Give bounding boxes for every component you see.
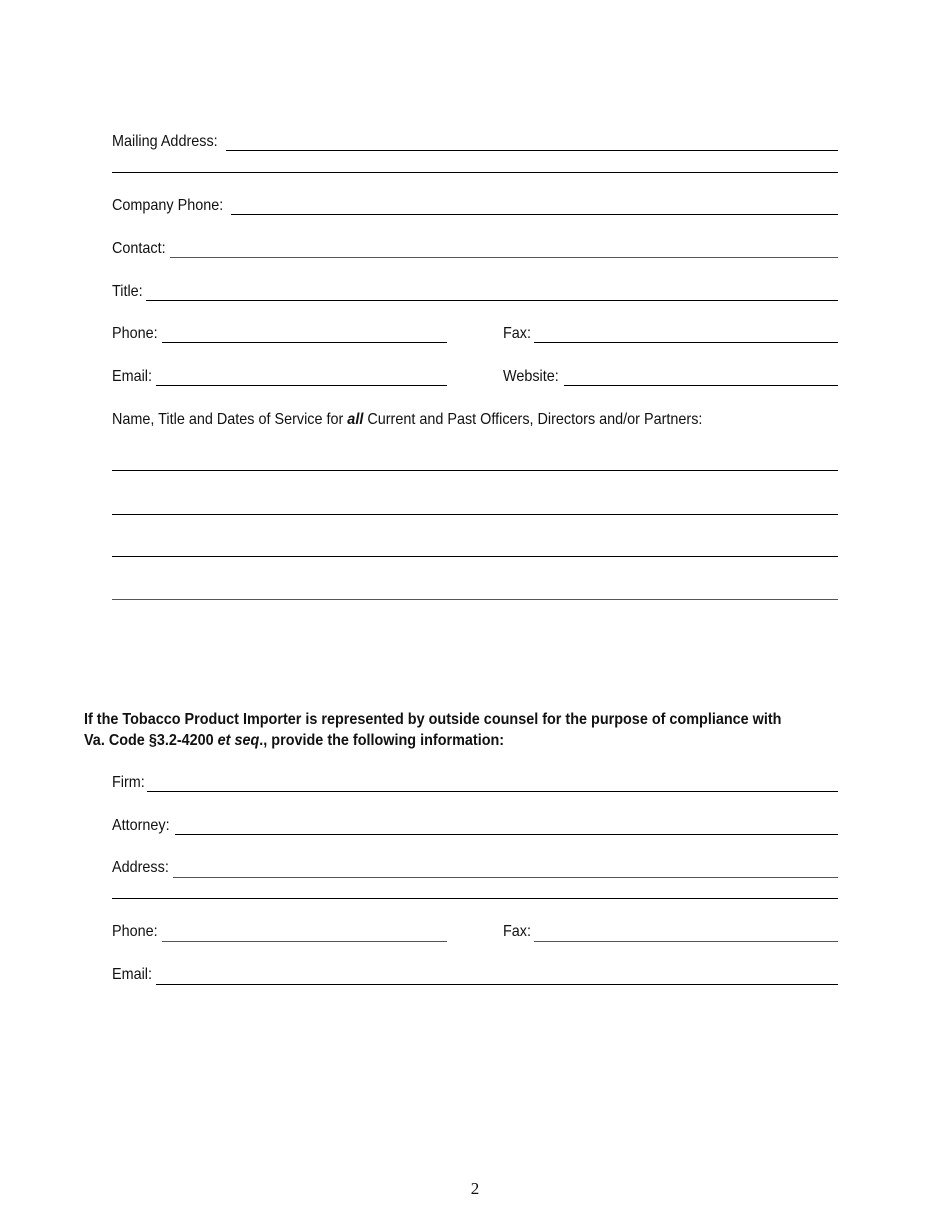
counsel-address-field[interactable] xyxy=(173,877,838,878)
firm-label: Firm: xyxy=(112,774,145,791)
email-label: Email: xyxy=(112,368,153,385)
title-label: Title: xyxy=(112,283,143,300)
company-phone-field[interactable] xyxy=(231,214,838,215)
phone-field[interactable] xyxy=(162,342,447,343)
officers-line-2[interactable] xyxy=(112,514,838,515)
counsel-phone-label: Phone: xyxy=(112,923,158,940)
contact-field[interactable] xyxy=(170,257,838,258)
officers-instruction: Name, Title and Dates of Service for all Current and Past Officers, Directors and/or Partners: xyxy=(112,411,703,428)
fax-field[interactable] xyxy=(534,342,838,343)
counsel-fax-field[interactable] xyxy=(534,941,838,942)
counsel-address-field-line2[interactable] xyxy=(112,898,838,899)
officers-line-3[interactable] xyxy=(112,556,838,557)
firm-field[interactable] xyxy=(147,791,838,792)
contact-label: Contact: xyxy=(112,240,166,257)
officers-line-4[interactable] xyxy=(112,599,838,600)
counsel-phone-field[interactable] xyxy=(162,941,447,942)
mailing-address-field-line2[interactable] xyxy=(112,172,838,173)
attorney-label: Attorney: xyxy=(112,817,170,834)
attorney-field[interactable] xyxy=(175,834,838,835)
mailing-address-field[interactable] xyxy=(226,150,838,151)
website-field[interactable] xyxy=(564,385,838,386)
counsel-heading-line1: If the Tobacco Product Importer is represented by outside counsel for the purpose of compliance with xyxy=(84,711,782,728)
email-field[interactable] xyxy=(156,385,447,386)
counsel-fax-label: Fax: xyxy=(503,923,532,940)
counsel-email-field[interactable] xyxy=(156,984,838,985)
officers-line-1[interactable] xyxy=(112,470,838,471)
counsel-email-label: Email: xyxy=(112,966,153,983)
website-label: Website: xyxy=(503,368,559,385)
phone-label: Phone: xyxy=(112,325,158,342)
counsel-heading-line2: Va. Code §3.2-4200 et seq., provide the following information: xyxy=(84,732,505,749)
title-field[interactable] xyxy=(146,300,838,301)
page-number: 2 xyxy=(470,1179,480,1198)
fax-label: Fax: xyxy=(503,325,532,342)
counsel-address-label: Address: xyxy=(112,859,169,876)
mailing-address-label: Mailing Address: xyxy=(112,133,218,150)
company-phone-label: Company Phone: xyxy=(112,197,224,214)
